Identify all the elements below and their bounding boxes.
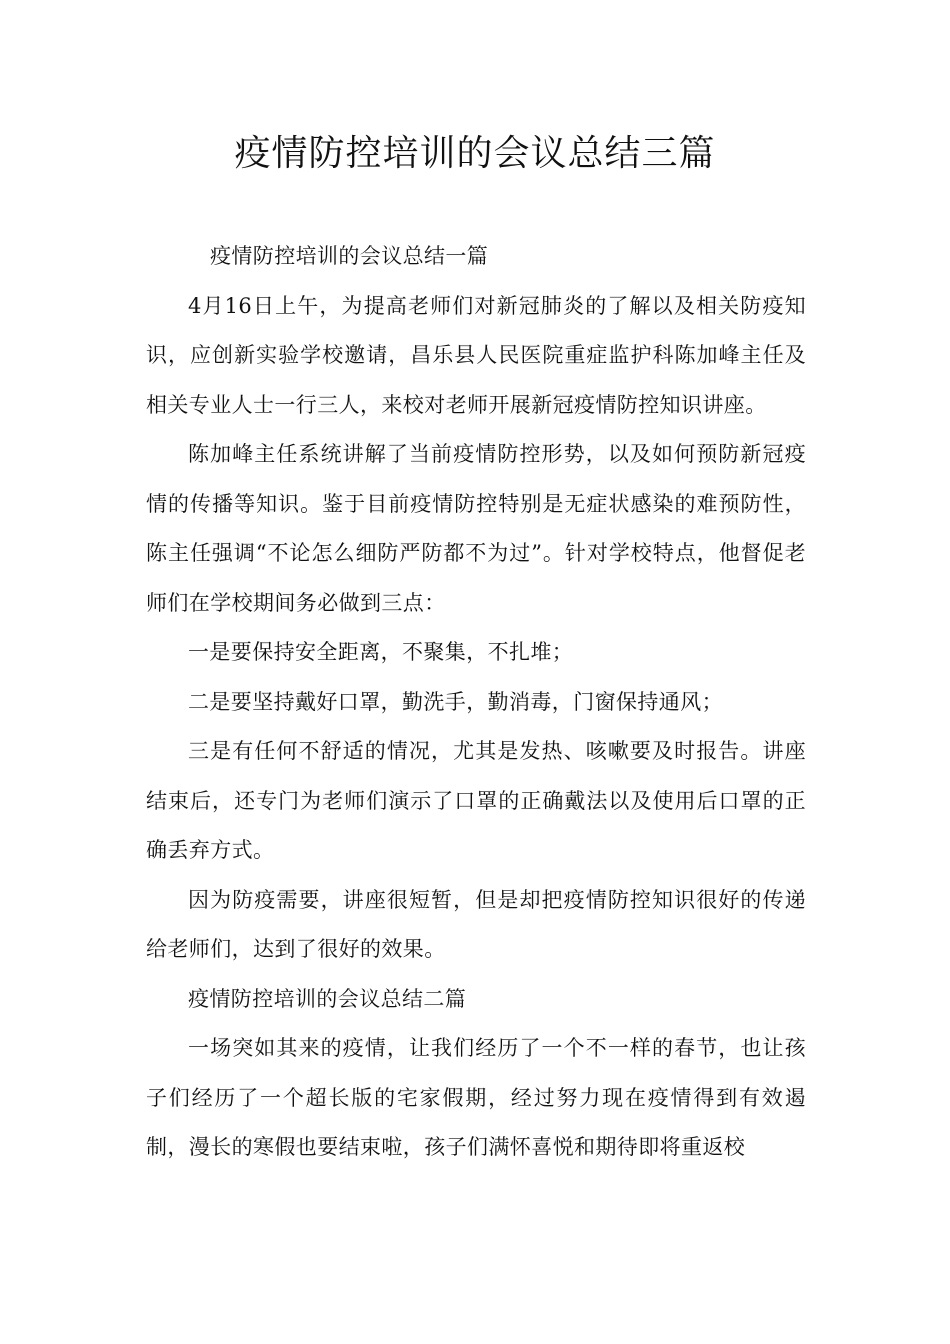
paragraph: 陈加峰主任系统讲解了当前疫情防控形势，以及如何预防新冠疫情的传播等知识。鉴于目前疫情防控特别是无症状感染的难预防性，陈主任强调“不论怎么细防严防都不为过”。针对学校特点，他督促老师们在学校期间务必做到三点： — [146, 442, 806, 615]
section-heading-1: 疫情防控培训的会议总结一篇 — [210, 244, 489, 268]
paragraph: 一场突如其来的疫情，让我们经历了一个不一样的春节，也让孩子们经历了一个超长版的宅家假期，经过努力现在疫情得到有效遏制，漫长的寒假也要结束啦，孩子们满怀喜悦和期待即将重返校 — [146, 1036, 806, 1159]
paragraph: 4月16日上午，为提高老师们对新冠肺炎的了解以及相关防疫知识，应创新实验学校邀请，昌乐县人民医院重症监护科陈加峰主任及相关专业人士一行三人，来校对老师开展新冠疫情防控知识讲座。 — [146, 293, 806, 417]
document-title: 疫情防控培训的会议总结三篇 — [234, 133, 716, 174]
list-item-point-2: 二是要坚持戴好口罩，勤洗手，勤消毒，门窗保持通风； — [188, 689, 723, 714]
document-body — [146, 232, 806, 1173]
list-item-point-3: 三是有任何不舒适的情况，尤其是发热、咳嗽要及时报告。讲座结束后，还专门为老师们演示了口罩的正确戴法以及使用后口罩的正确丢弃方式。 — [146, 739, 806, 862]
paragraph: 因为防疫需要，讲座很短暂，但是却把疫情防控知识很好的传递给老师们，达到了很好的效果。 — [146, 887, 806, 961]
section-heading-2: 疫情防控培训的会议总结二篇 — [188, 986, 467, 1011]
list-item-point-1: 一是要保持安全距离，不聚集，不扎堆； — [188, 640, 574, 664]
